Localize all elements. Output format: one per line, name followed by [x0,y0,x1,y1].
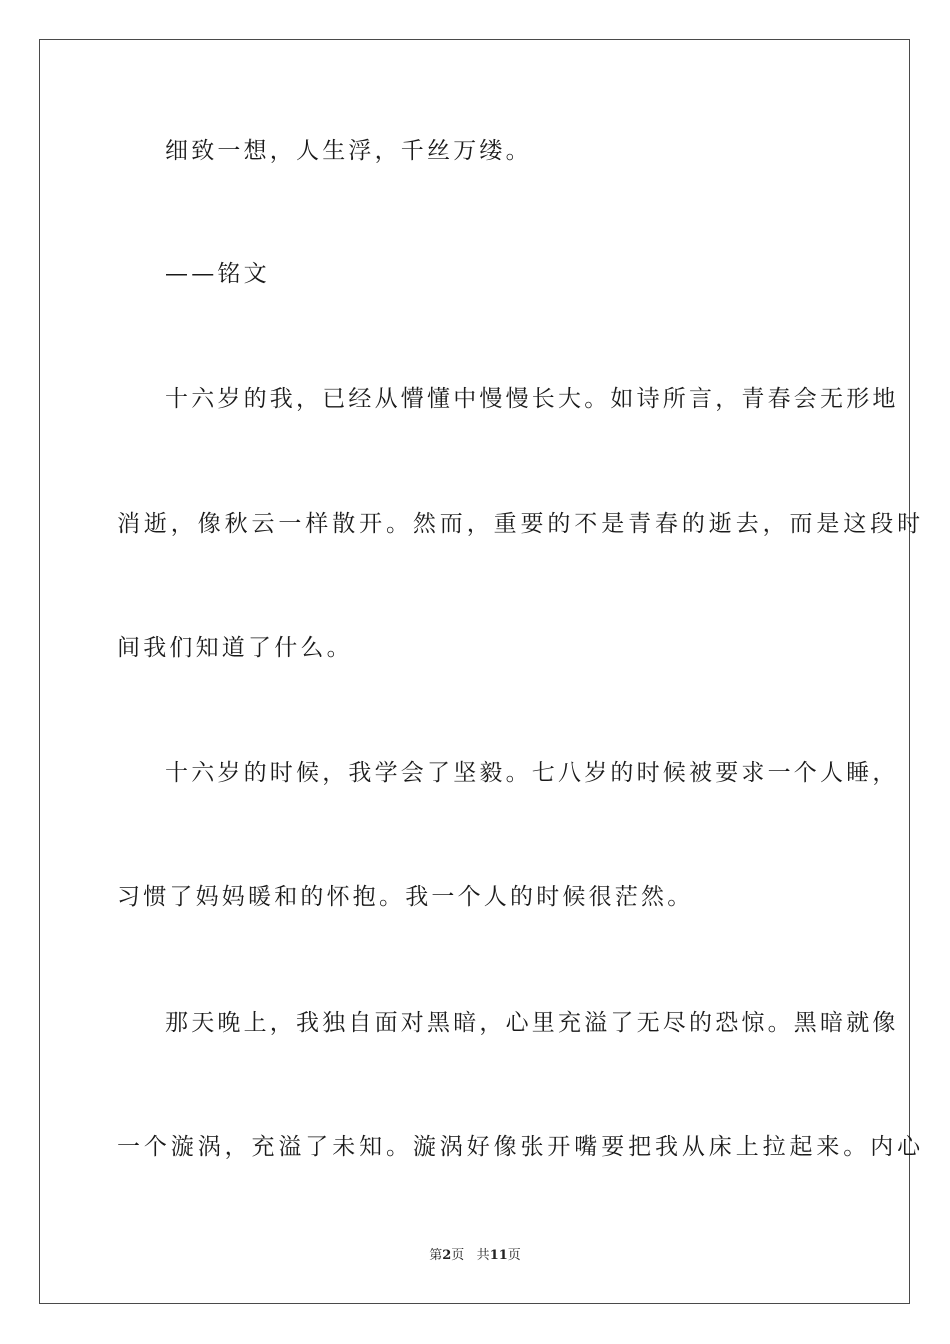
paragraph-line-6: 十六岁的时候，我学会了坚毅。七八岁的时候被要求一个人睡， [165,760,899,786]
footer-current-page: 2 [442,1248,452,1263]
paragraph-line-9: 一个漩涡，充溢了未知。漩涡好像张开嘴要把我从床上拉起来。内心 [117,1134,924,1160]
footer-page-suffix: 页 [451,1248,465,1263]
paragraph-line-2: ——铭文 [165,261,270,287]
page-footer [0,1248,950,1264]
paragraph-line-5: 间我们知道了什么。 [117,635,353,661]
paragraph-line-8: 那天晚上，我独自面对黑暗，心里充溢了无尽的恐惊。黑暗就像 [165,1010,899,1036]
paragraph-line-1: 细致一想，人生浮，千丝万缕。 [165,138,532,164]
paragraph-line-4: 消逝，像秋云一样散开。然而，重要的不是青春的逝去，而是这段时 [117,511,924,537]
footer-page-prefix: 第 [429,1248,443,1263]
footer-total-pages: 11 [489,1248,508,1263]
paragraph-line-3: 十六岁的我，已经从懵懂中慢慢长大。如诗所言，青春会无形地 [165,386,899,412]
page-border [39,39,924,1304]
footer-total-prefix: 共 [476,1248,490,1263]
footer-total-suffix: 页 [507,1248,521,1263]
paragraph-line-7: 习惯了妈妈暖和的怀抱。我一个人的时候很茫然。 [117,884,694,910]
